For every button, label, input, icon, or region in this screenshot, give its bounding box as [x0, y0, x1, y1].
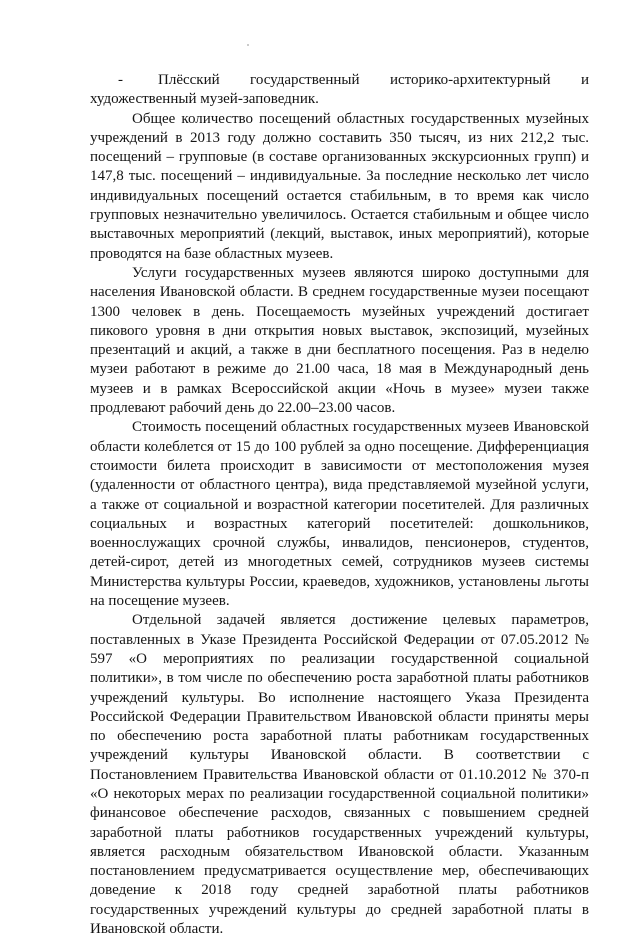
list-item-text: Плёсский государственный историко-архитектурный и художественный музей-заповедник. [90, 72, 589, 108]
paragraph-services: Услуги государственных музеев являются широко доступными для населения Ивановской области. В среднем государственные музеи посещают 1300 человек в день. Посещаемость музейных учреждений достигает пикового уровня в дни открытия новых выставок, экспозиций, музейных презентаций и акций, а также в дни бесплатного посещения. Раз в неделю музеи работают в режиме до 21.00 часа, 18 мая в Международный день музеев и в рамках Всероссийской акции «Ночь в музее» музеи также продлевают рабочий день до 22.00–23.00 часов. [90, 264, 589, 417]
document-page [90, 71, 589, 939]
paragraph-prices: Стоимость посещений областных государственных музеев Ивановской области колеблется от 15 до 100 рублей за одно посещение. Дифференциация стоимости билета происходит в зависимости от местоположения музея (удаленности от областного центра), вида представляемой музейной услуги, а также от социальной и возрастной категории посетителей. Для различных социальных и возрастных категорий посетителей: дошкольников, военнослужащих срочной службы, инвалидов, пенсионеров, студентов, детей-сирот, детей из многодетных семей, сотрудников музеев системы Министерства культуры России, краеведов, художников, установлены льготы на посещение музеев. [90, 419, 589, 610]
list-item [90, 71, 589, 110]
paragraph-visits: Общее количество посещений областных государственных музейных учреждений в 2013 году должно составить 350 тысяч, из них 212,2 тыс. посещений – групповые (в составе организованных экскурсионных групп) и 147,8 тыс. посещений – индивидуальные. За последние несколько лет число индивидуальных посещений остается стабильным, в то время как число групповых незначительно увеличилось. Остается стабильным и общее число выставочных мероприятий (лекций, выставок, иных мероприятий), которые проводятся на базе областных музеев. [90, 110, 589, 262]
scan-speck [247, 44, 249, 46]
list-dash: - [118, 72, 123, 88]
paragraph-salary: Отдельной задачей является достижение целевых параметров, поставленных в Указе Президента Российской Федерации от 07.05.2012 № 597 «О мероприятиях по реализации государственной социальной политики», в том числе по обеспечению роста заработной платы работников учреждений культуры. Во исполнение настоящего Указа Президента Российской Федерации Правительством Ивановской области приняты меры по обеспечению роста заработной платы работникам государственных учреждений культуры Ивановской области. В соответствии с Постановлением Правительства Ивановской области от 01.10.2012 № 370-п «О некоторых мерах по реализации государственной социальной политики» финансовое обеспечение расходов, связанных с повышением средней заработной платы работников государственных учреждений культуры, является расходным обязательством Ивановской области. Указанным постановлением предусматривается осуществление мер, обеспечивающих доведение к 2018 году средней заработной платы работников государственных учреждений культуры до средней заработной платы в Ивановской области. [90, 612, 589, 938]
